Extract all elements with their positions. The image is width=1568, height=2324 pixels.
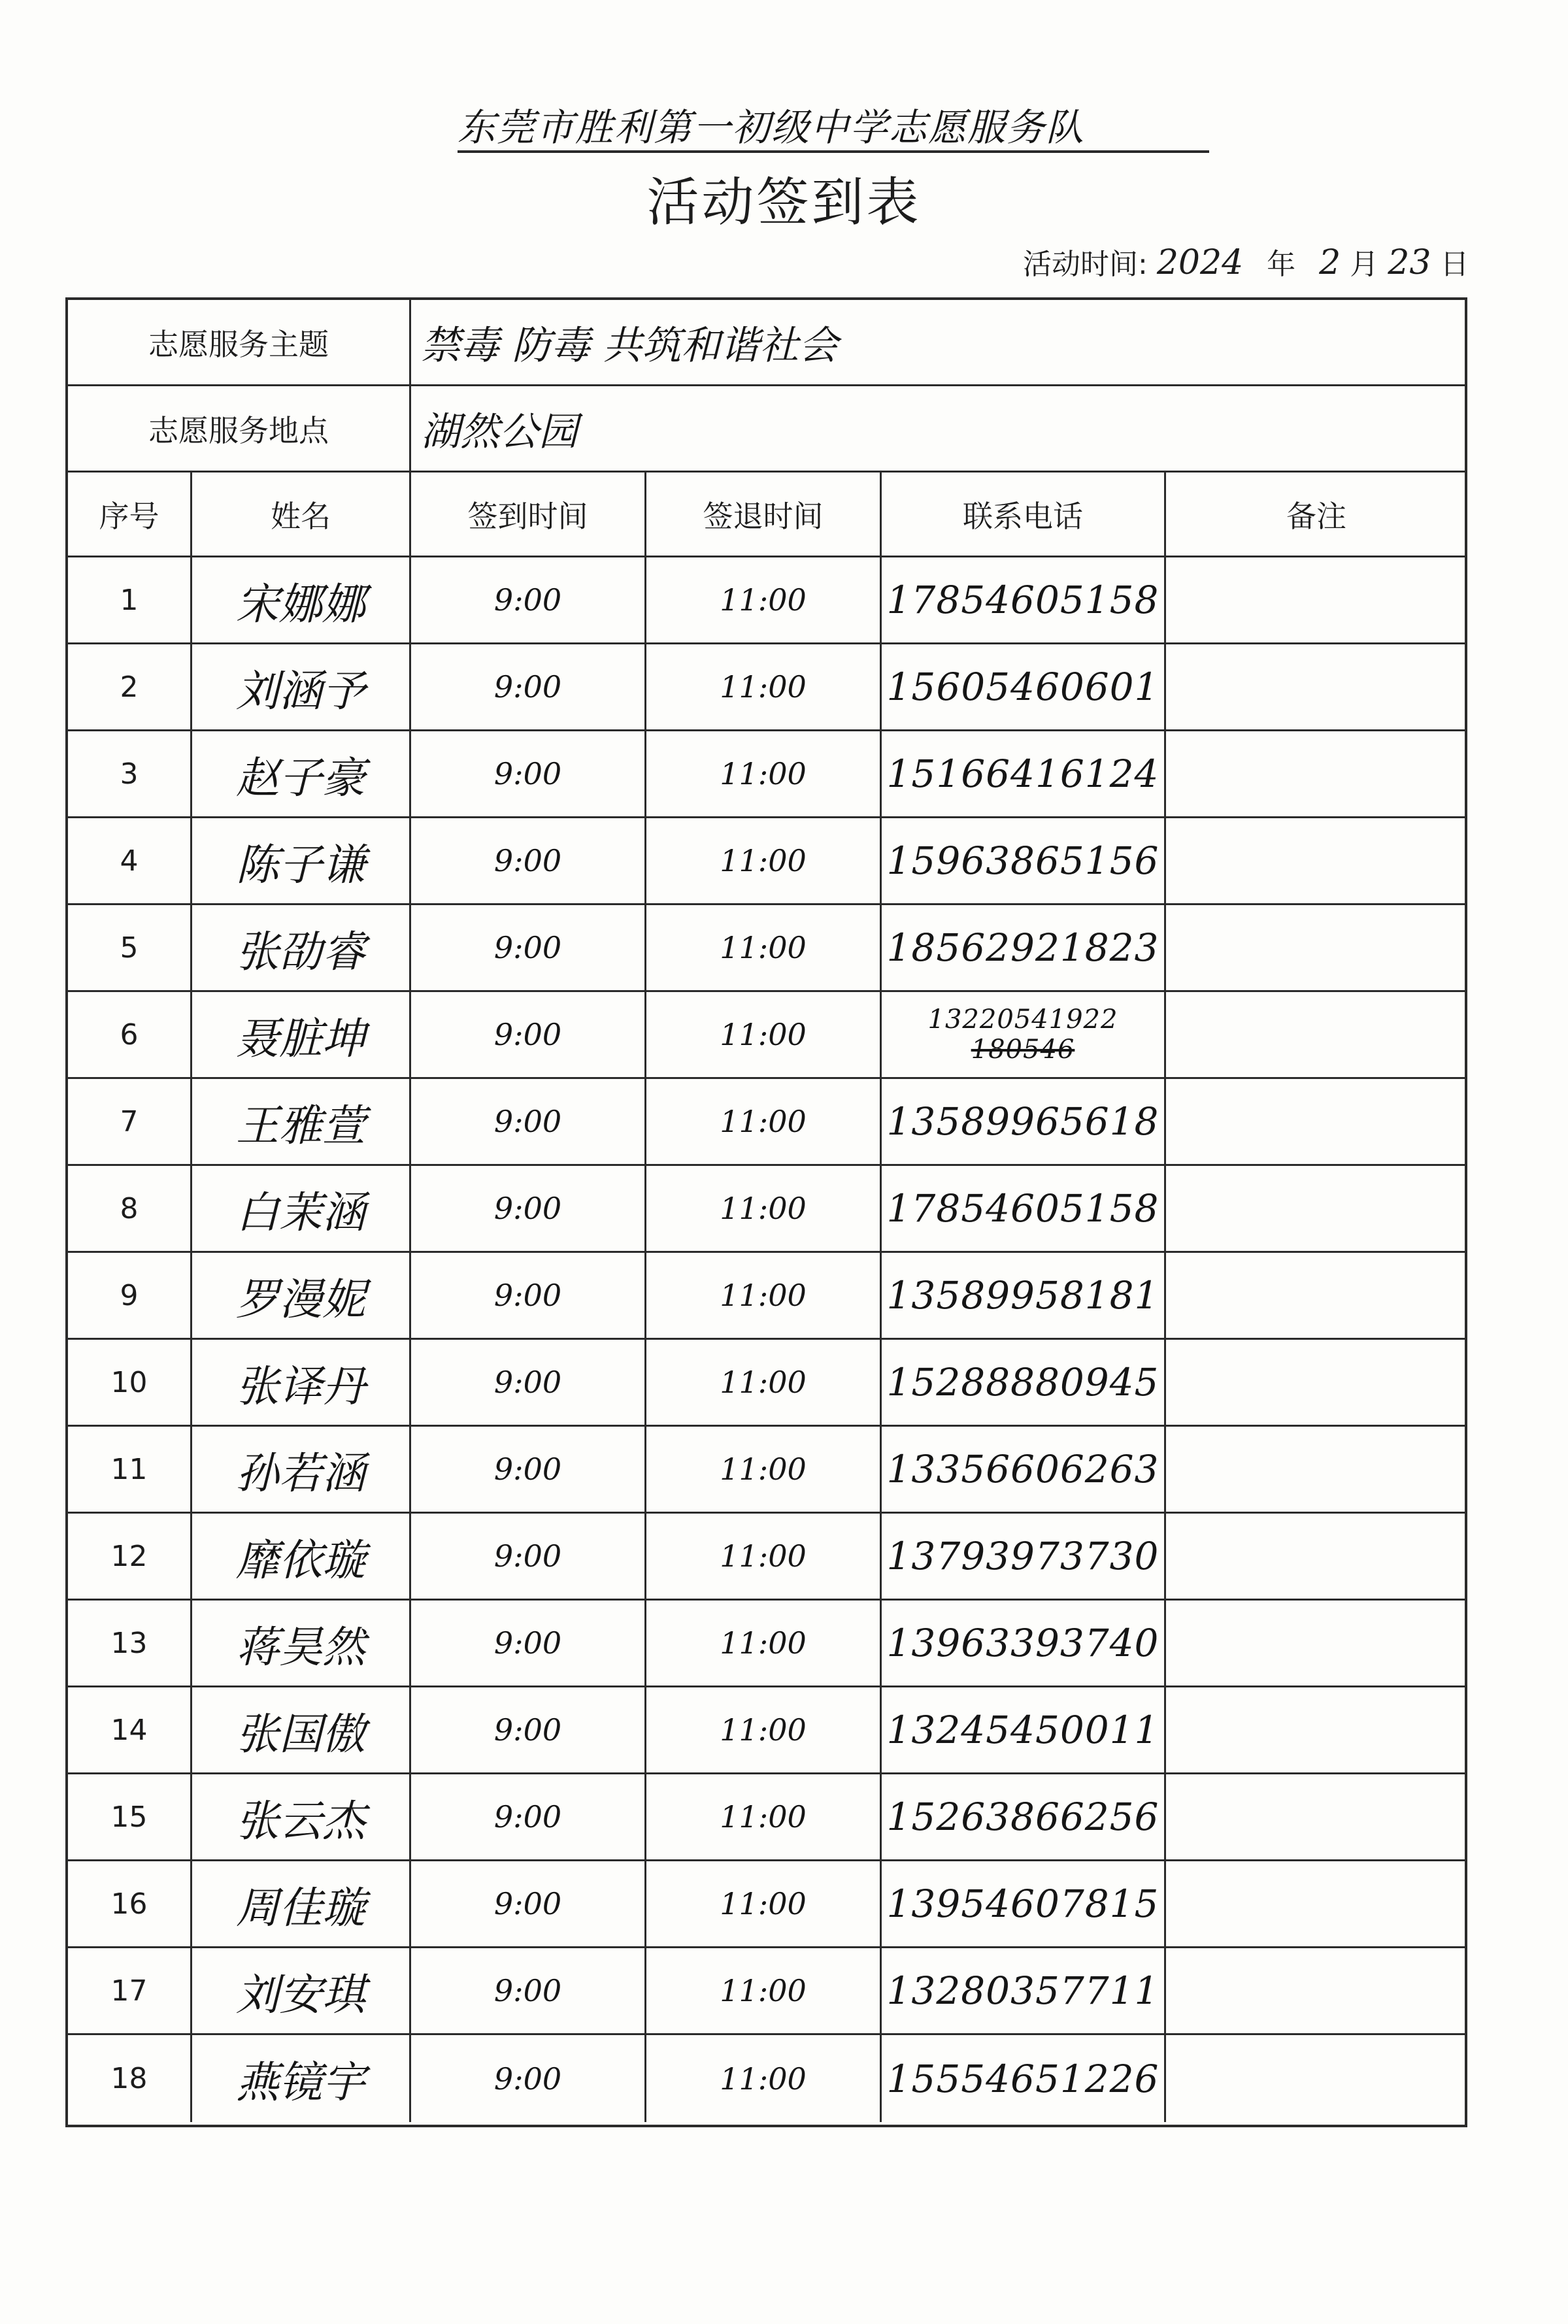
theme-label: 志愿服务主题 xyxy=(68,300,411,384)
row-note xyxy=(1166,731,1467,816)
row-note xyxy=(1166,905,1467,990)
row-note xyxy=(1166,818,1467,903)
row-sign-out-time: 11:00 xyxy=(646,2035,882,2122)
theme-row xyxy=(68,300,1465,386)
row-index: 9 xyxy=(68,1253,192,1338)
row-sign-out-time: 11:00 xyxy=(646,1601,882,1685)
table-row xyxy=(68,1427,1465,1514)
row-note xyxy=(1166,1861,1467,1946)
row-name: 蒋昊然 xyxy=(192,1601,411,1685)
row-note xyxy=(1166,1427,1467,1512)
theme-value: 禁毒 防毒 共筑和谐社会 xyxy=(421,322,839,369)
row-index: 7 xyxy=(68,1079,192,1164)
row-index: 4 xyxy=(68,818,192,903)
date-label: 活动时间: xyxy=(1023,248,1148,281)
row-name: 王雅萱 xyxy=(192,1079,411,1164)
row-sign-in-time: 9:00 xyxy=(411,1601,646,1685)
row-phone: 13793973730 xyxy=(882,1514,1166,1599)
row-phone-struck: 180546 xyxy=(971,1035,1075,1065)
row-name: 靡依璇 xyxy=(192,1514,411,1599)
row-name: 赵子豪 xyxy=(192,731,411,816)
row-sign-in-time: 9:00 xyxy=(411,1340,646,1425)
row-phone: 15554651226 xyxy=(882,2035,1166,2122)
header-phone: 联系电话 xyxy=(882,473,1166,556)
table-row xyxy=(68,1948,1465,2035)
table-row xyxy=(68,818,1465,905)
row-sign-in-time: 9:00 xyxy=(411,2035,646,2122)
row-name: 聂脏坤 xyxy=(192,992,411,1077)
row-name: 孙若涵 xyxy=(192,1427,411,1512)
row-sign-out-time: 11:00 xyxy=(646,731,882,816)
row-name: 张劭睿 xyxy=(192,905,411,990)
row-phone: 18562921823 xyxy=(882,905,1166,990)
row-index: 13 xyxy=(68,1601,192,1685)
row-phone xyxy=(882,992,1166,1077)
row-name: 张云杰 xyxy=(192,1774,411,1859)
row-sign-out-time: 11:00 xyxy=(646,1166,882,1251)
row-note xyxy=(1166,644,1467,729)
row-sign-out-time: 11:00 xyxy=(646,1427,882,1512)
row-index: 8 xyxy=(68,1166,192,1251)
header-sign-in: 签到时间 xyxy=(411,473,646,556)
row-index: 2 xyxy=(68,644,192,729)
row-phone: 15166416124 xyxy=(882,731,1166,816)
row-name: 罗漫妮 xyxy=(192,1253,411,1338)
row-index: 10 xyxy=(68,1340,192,1425)
row-name: 陈子谦 xyxy=(192,818,411,903)
row-phone: 15288880945 xyxy=(882,1340,1166,1425)
row-sign-in-time: 9:00 xyxy=(411,731,646,816)
organization-name: 东莞市胜利第一初级中学志愿服务队 xyxy=(458,105,1209,153)
row-name: 燕镜宇 xyxy=(192,2035,411,2122)
row-sign-out-time: 11:00 xyxy=(646,557,882,642)
row-name: 宋娜娜 xyxy=(192,557,411,642)
location-row xyxy=(68,386,1465,473)
row-index: 12 xyxy=(68,1514,192,1599)
table-row xyxy=(68,1340,1465,1427)
row-phone: 13589958181 xyxy=(882,1253,1166,1338)
date-day-unit: 日 xyxy=(1440,248,1469,281)
row-sign-out-time: 11:00 xyxy=(646,905,882,990)
date-month-unit: 月 xyxy=(1350,248,1379,281)
table-header xyxy=(68,473,1465,557)
header-sign-out: 签退时间 xyxy=(646,473,882,556)
row-sign-out-time: 11:00 xyxy=(646,1340,882,1425)
row-note xyxy=(1166,1774,1467,1859)
table-row xyxy=(68,557,1465,644)
row-name: 周佳璇 xyxy=(192,1861,411,1946)
row-sign-out-time: 11:00 xyxy=(646,818,882,903)
row-index: 5 xyxy=(68,905,192,990)
row-sign-out-time: 11:00 xyxy=(646,992,882,1077)
header-name: 姓名 xyxy=(192,473,411,556)
table-row xyxy=(68,1861,1465,1948)
row-phone: 15963865156 xyxy=(882,818,1166,903)
table-row xyxy=(68,1687,1465,1774)
row-name: 白茉涵 xyxy=(192,1166,411,1251)
row-index: 14 xyxy=(68,1687,192,1772)
form-title: 活动签到表 xyxy=(646,172,922,233)
table-row xyxy=(68,644,1465,731)
row-note xyxy=(1166,557,1467,642)
row-phone: 13954607815 xyxy=(882,1861,1166,1946)
row-note xyxy=(1166,1253,1467,1338)
table-row xyxy=(68,1774,1465,1861)
row-sign-in-time: 9:00 xyxy=(411,1514,646,1599)
table-row xyxy=(68,731,1465,818)
table-body xyxy=(68,557,1465,2122)
row-phone: 17854605158 xyxy=(882,1166,1166,1251)
header-note: 备注 xyxy=(1286,498,1346,534)
location-value: 湖然公园 xyxy=(421,408,578,455)
row-sign-in-time: 9:00 xyxy=(411,1774,646,1859)
row-phone: 15605460601 xyxy=(882,644,1166,729)
row-index: 6 xyxy=(68,992,192,1077)
row-note xyxy=(1166,1166,1467,1251)
table-row xyxy=(68,1253,1465,1340)
row-phone: 15263866256 xyxy=(882,1774,1166,1859)
row-note xyxy=(1166,1948,1467,2033)
row-phone: 17854605158 xyxy=(882,557,1166,642)
row-sign-out-time: 11:00 xyxy=(646,1861,882,1946)
row-sign-out-time: 11:00 xyxy=(646,1948,882,2033)
location-label: 志愿服务地点 xyxy=(68,386,411,471)
row-note xyxy=(1166,992,1467,1077)
table-row xyxy=(68,992,1465,1079)
sign-in-table xyxy=(65,297,1467,2127)
row-note xyxy=(1166,1687,1467,1772)
row-index: 18 xyxy=(68,2035,192,2122)
row-sign-in-time: 9:00 xyxy=(411,1687,646,1772)
row-note xyxy=(1166,1514,1467,1599)
row-index: 17 xyxy=(68,1948,192,2033)
table-row xyxy=(68,1601,1465,1687)
table-row xyxy=(68,1514,1465,1601)
row-sign-in-time: 9:00 xyxy=(411,1948,646,2033)
row-sign-in-time: 9:00 xyxy=(411,1079,646,1164)
row-name: 刘涵予 xyxy=(192,644,411,729)
date-year-unit: 年 xyxy=(1267,248,1296,281)
row-sign-out-time: 11:00 xyxy=(646,1774,882,1859)
row-sign-in-time: 9:00 xyxy=(411,1861,646,1946)
row-index: 1 xyxy=(68,557,192,642)
row-sign-out-time: 11:00 xyxy=(646,1253,882,1338)
row-sign-in-time: 9:00 xyxy=(411,1427,646,1512)
row-sign-out-time: 11:00 xyxy=(646,1687,882,1772)
row-sign-in-time: 9:00 xyxy=(411,818,646,903)
row-note xyxy=(1166,1340,1467,1425)
row-name: 刘安琪 xyxy=(192,1948,411,2033)
activity-date xyxy=(1023,241,1469,282)
header-index: 序号 xyxy=(68,473,192,556)
table-row xyxy=(68,1166,1465,1253)
row-phone: 13356606263 xyxy=(882,1427,1166,1512)
row-name: 张国傲 xyxy=(192,1687,411,1772)
row-sign-in-time: 9:00 xyxy=(411,1253,646,1338)
row-phone-corrected: 13220541922 xyxy=(927,1004,1118,1035)
date-month-value: 2 xyxy=(1319,243,1341,282)
date-day-value: 23 xyxy=(1388,243,1431,282)
row-phone: 13280357711 xyxy=(882,1948,1166,2033)
table-row xyxy=(68,905,1465,992)
row-sign-in-time: 9:00 xyxy=(411,992,646,1077)
row-sign-in-time: 9:00 xyxy=(411,905,646,990)
row-index: 16 xyxy=(68,1861,192,1946)
row-name: 张译丹 xyxy=(192,1340,411,1425)
date-year-value: 2024 xyxy=(1156,243,1244,282)
row-sign-out-time: 11:00 xyxy=(646,1079,882,1164)
row-index: 15 xyxy=(68,1774,192,1859)
row-note xyxy=(1166,1079,1467,1164)
row-note xyxy=(1166,1601,1467,1685)
row-sign-in-time: 9:00 xyxy=(411,644,646,729)
table-row xyxy=(68,2035,1465,2122)
row-sign-out-time: 11:00 xyxy=(646,644,882,729)
table-row xyxy=(68,1079,1465,1166)
row-phone: 13963393740 xyxy=(882,1601,1166,1685)
row-sign-out-time: 11:00 xyxy=(646,1514,882,1599)
row-note xyxy=(1166,2035,1467,2122)
row-phone: 13589965618 xyxy=(882,1079,1166,1164)
row-index: 11 xyxy=(68,1427,192,1512)
row-index: 3 xyxy=(68,731,192,816)
row-sign-in-time: 9:00 xyxy=(411,557,646,642)
row-sign-in-time: 9:00 xyxy=(411,1166,646,1251)
row-phone: 13245450011 xyxy=(882,1687,1166,1772)
